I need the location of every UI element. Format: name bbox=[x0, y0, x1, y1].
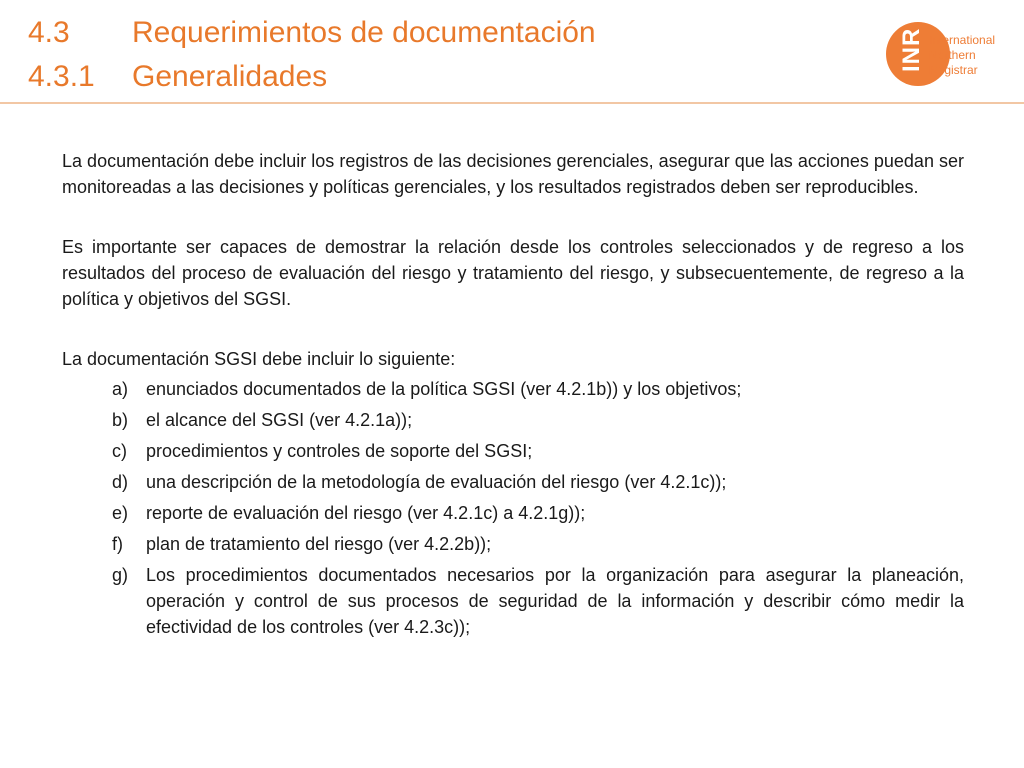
list-item-text: plan de tratamiento del riesgo (ver 4.2.2b)); bbox=[146, 534, 492, 554]
logo-wordmark bbox=[929, 33, 995, 78]
list-marker: g) bbox=[112, 565, 129, 585]
slide-header bbox=[0, 0, 1024, 104]
list-marker: d) bbox=[112, 472, 129, 492]
list-item-text: el alcance del SGSI (ver 4.2.1a)); bbox=[146, 410, 413, 430]
list-marker: c) bbox=[112, 441, 127, 461]
list-item-text: enunciados documentados de la política SGSI (ver 4.2.1b)) y los objetivos; bbox=[146, 379, 742, 399]
subsection-title-text: Generalidades bbox=[132, 60, 328, 93]
list-marker: f) bbox=[112, 534, 123, 554]
list-item bbox=[62, 376, 964, 402]
list-marker: e) bbox=[112, 503, 129, 523]
list-intro: La documentación SGSI debe incluir lo siguiente: bbox=[62, 349, 456, 369]
list-item bbox=[62, 500, 964, 526]
section-title-text: Requerimientos de documentación bbox=[132, 16, 596, 49]
subsection-title bbox=[28, 60, 327, 94]
logo-line-registrar: Registrar bbox=[929, 63, 978, 77]
list-item bbox=[62, 562, 964, 640]
logo-line-northern: Northern bbox=[929, 48, 976, 62]
section-title bbox=[28, 16, 596, 50]
slide-body bbox=[62, 148, 964, 645]
section-number: 4.3 bbox=[28, 16, 70, 49]
list-item bbox=[62, 469, 964, 495]
requirements-list bbox=[62, 376, 964, 640]
logo-letters: INR bbox=[898, 27, 925, 72]
subsection-number: 4.3.1 bbox=[28, 60, 95, 93]
list-item-text: reporte de evaluación del riesgo (ver 4.2.1c) a 4.2.1g)); bbox=[146, 503, 586, 523]
list-marker: b) bbox=[112, 410, 129, 430]
list-item bbox=[62, 531, 964, 557]
header-divider bbox=[0, 102, 1024, 104]
list-item-text: Los procedimientos documentados necesarios por la organización para asegurar la planeación, operación y control de sus procesos de seguridad de la información y describir cómo medir la efectividad de los controles (ver 4.2.3c)); bbox=[146, 565, 964, 637]
paragraph-2: Es importante ser capaces de demostrar la relación desde los controles seleccionados y de regreso a los resultados del proceso de evaluación del riesgo y tratamiento del riesgo, y subsecuentemente, de regreso a la política y objetivos del SGSI. bbox=[62, 237, 964, 309]
inr-logo bbox=[886, 22, 1016, 90]
list-item-text: procedimientos y controles de soporte del SGSI; bbox=[146, 441, 533, 461]
list-item bbox=[62, 438, 964, 464]
list-item bbox=[62, 407, 964, 433]
paragraph-1: La documentación debe incluir los registros de las decisiones gerenciales, asegurar que las acciones puedan ser monitoreadas a las decisiones y políticas gerenciales, y los resultados registrados deben ser reproducibles. bbox=[62, 151, 964, 197]
list-item-text: una descripción de la metodología de evaluación del riesgo (ver 4.2.1c)); bbox=[146, 472, 727, 492]
logo-line-international: International bbox=[929, 33, 996, 47]
list-marker: a) bbox=[112, 379, 129, 399]
